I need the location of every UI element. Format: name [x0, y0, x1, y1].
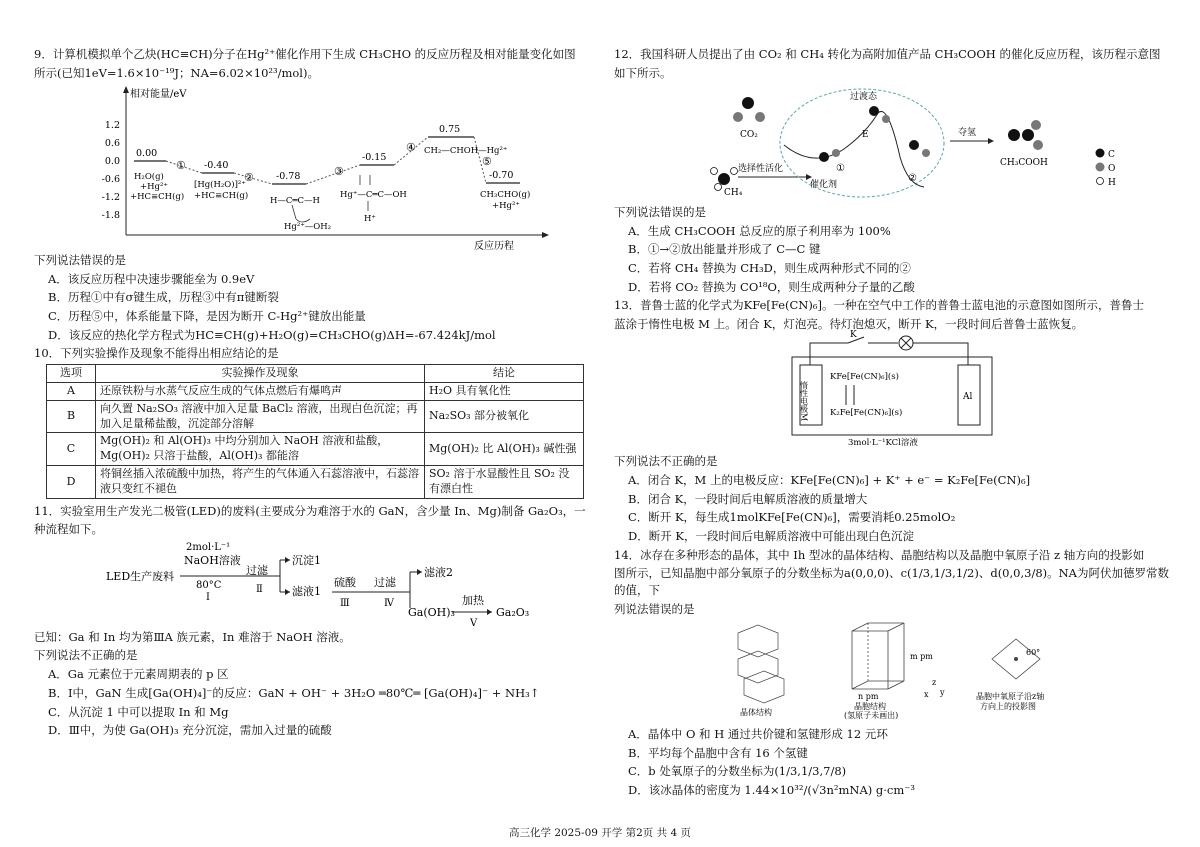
mol-atom-4 [882, 115, 890, 123]
value-1: -0.40 [204, 160, 229, 172]
q11-option-d: D．Ⅲ中，为使 Ga(OH)₃ 充分沉淀，需加入过量的硫酸 [48, 723, 332, 738]
battery-svg [614, 329, 1174, 448]
electrode-al-label: Al [963, 391, 973, 402]
flow-step-5: Ⅴ [470, 618, 478, 630]
mol-atom-6 [922, 149, 930, 157]
flow-step-2: Ⅱ [256, 584, 263, 596]
q12-option-c: C．若将 CH₄ 替换为 CH₃D，则生成两种形式不同的② [628, 261, 911, 276]
q14-option-a: A．晶体中 O 和 H 通过共价键和氢键形成 12 元环 [628, 727, 888, 742]
row-option: A [47, 382, 96, 400]
legend-c: C [1108, 150, 1115, 161]
flow-filter-1: 过滤 [246, 564, 268, 578]
switch-label: K [850, 329, 857, 340]
q14-stem-line3: 列说法错误的是 [614, 601, 695, 616]
row-option: B [47, 400, 96, 433]
value-5: -0.70 [489, 170, 514, 182]
ch4-atom-h2 [731, 168, 738, 175]
q13-stem-line1: 13．普鲁士蓝的化学式为KFe[Fe(CN)₆]。一种在空气中工作的普鲁士蓝电池的示意图如图所示，普鲁士 [614, 298, 1144, 313]
q13-battery-figure [614, 329, 1174, 450]
mol-atom-2 [832, 149, 840, 157]
legend-c-dot [1096, 149, 1105, 158]
question-9 [34, 46, 589, 343]
species4b: H⁺ [364, 214, 376, 225]
flow-start: LED生产废料 [106, 570, 175, 584]
intermediate-2: ② [908, 173, 917, 185]
row-conclusion: Na₂SO₃ 部分被氧化 [425, 400, 584, 433]
legend-o-dot [1096, 163, 1105, 172]
step-3: ③ [334, 165, 344, 179]
row-operation: Mg(OH)₂ 和 Al(OH)₃ 中均分别加入 NaOH 溶液和盐酸，Mg(OH)₂ 只溶于盐酸，Al(OH)₃ 都能溶 [96, 433, 425, 466]
row-conclusion: Mg(OH)₂ 比 Al(OH)₃ 碱性强 [425, 433, 584, 466]
species2-a: [Hg(H₂O)]²⁺ [194, 180, 246, 191]
ts-label: 过渡态 [850, 92, 878, 103]
species1-b: +Hg²⁺ [140, 182, 168, 193]
q14-stem-line2: 图所示，已知晶胞中部分氧原子的分数坐标为a(0,0,0)、c(1/3,1/3,1/2)、d(0,0,3/8)。NA为阿伏加德罗常数的值，下 [614, 566, 1169, 598]
electrode-m-label: 惰性电极M [799, 380, 809, 421]
q11-ask: 下列说法不正确的是 [34, 648, 138, 663]
q11-stem-line2: 种流程如下。 [34, 522, 103, 537]
q9-energy-diagram [34, 83, 589, 253]
ea-label: E [862, 130, 869, 141]
q10-stem: 10．下列实验操作及现象不能得出相应结论的是 [34, 346, 279, 361]
q13-option-b: B．闭合 K，一段时间后电解质溶液的质量增大 [628, 491, 868, 506]
arrowhead-1 [285, 557, 290, 563]
ytick-0-0: 0.0 [104, 156, 120, 168]
ch4-atom-c [718, 173, 730, 185]
species3: H—C═C—H [270, 196, 320, 207]
mechanism-svg [614, 83, 1174, 199]
co2-label: CO₂ [740, 130, 758, 141]
page-footer: 高三化学 2025-09 开学 第2页 共 4 页 [508, 827, 692, 839]
energy-profile-svg [34, 83, 574, 253]
seize-h-label: 夺氢 [958, 128, 977, 139]
flow-precip-1: 沉淀1 [292, 554, 321, 568]
bond-sketch-1 [292, 205, 296, 219]
q12-ask: 下列说法错误的是 [614, 205, 706, 220]
value-2: -0.78 [276, 171, 301, 183]
flow-product: Ga₂O₃ [496, 606, 530, 620]
co2-atom-c [742, 97, 754, 109]
table-row [47, 466, 584, 499]
flow-acid: 硫酸 [334, 576, 356, 590]
q14-option-c: C．b 处氧原子的分数坐标为(1/3,1/3,7/8) [628, 764, 847, 779]
mol-atom-1 [819, 152, 829, 162]
ytick-0-6: 0.6 [104, 138, 120, 150]
q13-option-a: A．闭合 K，M 上的电极反应：KFe[Fe(CN)₆] + K⁺ + e⁻ = K₂Fe[Fe(CN)₆] [628, 473, 1031, 488]
q13-option-d: D．断开 K，一段时间后电解质溶液中可能出现白色沉淀 [628, 529, 914, 544]
state-bottom: K₂Fe[Fe(CN)₆](s) [830, 407, 903, 418]
question-13 [614, 297, 1174, 544]
arrowhead-4 [487, 609, 492, 615]
flow-filtrate-1: 滤液1 [292, 585, 321, 599]
q9-option-d: D．该反应的热化学方程式为HC≡CH(g)+H₂O(g)=CH₃CHO(g)ΔH=-67.424kJ/mol [48, 327, 496, 342]
caption-projection-1: 晶胞中氧原子沿z轴 [976, 692, 1045, 702]
solution-label: 3mol·L⁻¹KCl溶液 [848, 437, 918, 448]
q9-stem-line2: 所示(已知1eV=1.6×10⁻¹⁹J；NA=6.02×10²³/mol)。 [34, 65, 319, 80]
arrowhead-3 [417, 569, 422, 575]
q14-option-b: B．平均每个晶胞中含有 16 个氢键 [628, 745, 808, 760]
q9-option-a: A．该反应历程中决速步骤能垒为 0.9eV [48, 271, 255, 286]
question-14 [614, 547, 1174, 799]
flow-step-3: Ⅲ [340, 598, 350, 610]
left-column [34, 46, 589, 741]
step-4: ④ [406, 141, 416, 155]
question-11 [34, 503, 589, 739]
x-axis-label: 反应历程 [474, 241, 514, 253]
step-1: ① [176, 159, 186, 173]
row-operation: 向久置 Na₂SO₃ 溶液中加入足量 BaCl₂ 溶液，出现白色沉淀；再加入足量稀盐酸，沉淀部分溶解 [96, 400, 425, 433]
prod-atom-c2 [1022, 129, 1034, 141]
species1-c: +HC≡CH(g) [130, 192, 185, 203]
q12-option-b: B．①→②放出能量并形成了 C—C 键 [628, 242, 821, 257]
flow-gaoh3: Ga(OH)₃ [408, 606, 455, 620]
q11-option-a: A．Ga 元素位于元素周期表的 p 区 [48, 667, 229, 682]
seize-arrowhead [988, 138, 994, 144]
q13-stem-line2: 蓝涂于惰性电极 M 上。闭合 K，灯泡亮。待灯泡熄灭，断开 K，一段时间后普鲁士蓝恢复。 [614, 317, 1084, 332]
species4: Hg⁺—C═C—OH [340, 190, 407, 201]
intermediate-1: ① [836, 163, 845, 175]
reaction-zone-ellipse [780, 89, 944, 197]
prod-atom-o2 [1033, 140, 1043, 150]
prod-atom-o1 [1031, 120, 1041, 130]
crystal-structure [738, 625, 784, 703]
q11-option-b: B．Ⅰ中，GaN 生成[Ga(OH)₄]⁻的反应：GaN + OH⁻ + 3H₂O ═80℃═ [Ga(OH)₄]⁻ + NH₃↑ [48, 685, 540, 700]
table-row [47, 433, 584, 466]
q13-option-c: C．断开 K，每生成1molKFe[Fe(CN)₆]，需要消耗0.25molO₂ [628, 510, 956, 525]
q11-flowchart [34, 540, 589, 630]
hex-ring-3 [744, 671, 784, 703]
ytick-neg1-2: -1.2 [101, 192, 120, 204]
q9-option-b: B．历程①中有σ键生成，历程③中有π键断裂 [48, 290, 279, 305]
q12-stem-line2: 如下所示。 [614, 65, 672, 80]
ytick-neg1-8: -1.8 [101, 210, 120, 222]
ytick-neg0-6: -0.6 [101, 174, 120, 186]
q14-stem-line1: 14．冰存在多种形态的晶体，其中 Ih 型冰的晶体结构、晶胞结构以及晶胞中氧原子沿 z 轴方向的投影如 [614, 547, 1145, 562]
q13-ask: 下列说法不正确的是 [614, 454, 718, 469]
label-n-pm: n pm [858, 692, 879, 702]
axis-z: z [932, 678, 937, 688]
cell-bottom [852, 681, 904, 689]
crystal-svg [614, 619, 1174, 721]
table-row [47, 400, 584, 433]
flow-reagent-naoh: NaOH溶液 [184, 554, 241, 568]
species1-a: H₂O(g) [134, 172, 164, 183]
angle-label: 60° [1026, 648, 1041, 658]
flowchart-svg [34, 540, 574, 630]
label-m-pm: m pm [910, 652, 933, 662]
arrowhead-2 [285, 589, 290, 595]
row-operation: 将铜丝插入浓硫酸中加热，将产生的气体通入石蕊溶液中，石蕊溶液只变红不褪色 [96, 466, 425, 499]
q12-option-a: A．生成 CH₃COOH 总反应的原子利用率为 100% [628, 223, 891, 238]
q11-known: 已知：Ga 和 In 均为第ⅢA 族元素，In 难溶于 NaOH 溶液。 [34, 629, 351, 644]
caption-cell-note: (氢原子未画出) [844, 711, 899, 721]
row-conclusion: SO₂ 溶于水显酸性且 SO₂ 没有漂白性 [425, 466, 584, 499]
projection-center [1014, 657, 1018, 661]
question-12 [614, 46, 1174, 295]
value-4: 0.75 [439, 124, 461, 136]
flow-step-1: Ⅰ [206, 592, 210, 604]
caption-projection-2: 方向上的投影图 [980, 702, 1036, 712]
hex-ring-2 [738, 651, 778, 683]
col-conclusion: 结论 [425, 365, 584, 383]
value-3: -0.15 [362, 152, 387, 164]
q14-option-d: D．该冰晶体的密度为 1.44×10³²/(√3n²mNA) g·cm⁻³ [628, 783, 915, 798]
species2-b: +HC≡CH(g) [194, 191, 249, 202]
flow-reagent-conc: 2mol·L⁻¹ [186, 542, 231, 554]
hex-ring-1 [738, 625, 778, 657]
flow-step-4: Ⅳ [384, 598, 394, 610]
x-axis-arrow [542, 232, 549, 238]
q12-mechanism-figure [614, 83, 1174, 200]
energy-curve [784, 112, 924, 191]
prod-atom-c1 [1008, 129, 1020, 141]
state-top: KFe[Fe(CN)₆](s) [830, 371, 899, 382]
q11-option-c: C．从沉淀 1 中可以提取 In 和 Mg [48, 704, 229, 719]
ch4-atom-h1 [711, 168, 718, 175]
q9-option-c: C．历程⑤中，体系能量下降，是因为断开 C-Hg²⁺键放出能量 [48, 309, 366, 324]
row-option: C [47, 433, 96, 466]
cell-top [852, 623, 904, 631]
flow-filter-2: 过滤 [374, 576, 396, 590]
col-option: 选项 [47, 365, 96, 383]
y-axis-arrow [123, 86, 129, 93]
axis-y: y [940, 688, 945, 698]
connector-3 [306, 165, 360, 184]
question-10 [34, 345, 589, 498]
value-0: 0.00 [136, 148, 158, 160]
flow-heat: 加热 [462, 594, 484, 608]
select-activate-label: 选择性活化 [738, 164, 784, 175]
step-2: ② [244, 171, 254, 185]
flow-temp: 80°C [196, 580, 222, 592]
legend-o: O [1108, 164, 1116, 175]
row-conclusion: H₂O 具有氧化性 [425, 382, 584, 400]
q9-stem-line1: 9．计算机模拟单个乙炔(HC≡CH)分子在Hg²⁺催化作用下生成 CH₃CHO 的反应历程及相对能量变化如图 [34, 47, 576, 61]
ch4-label: CH₄ [724, 188, 743, 199]
right-column [614, 46, 1174, 801]
q12-stem-line1: 12．我国科研人员提出了由 CO₂ 和 CH₄ 转化为高附加值产品 CH₃COOH 的催化反应历程，该历程示意图 [614, 47, 1161, 61]
caption-cell: 晶胞结构 [854, 702, 886, 712]
unit-cell [852, 623, 904, 689]
flow-filtrate-2: 滤液2 [424, 566, 453, 580]
catalyst-label: 催化剂 [810, 180, 838, 191]
col-operation: 实验操作及现象 [96, 365, 425, 383]
ytick-1-2: 1.2 [104, 120, 120, 132]
species3b: Hg²⁺—OH₂ [284, 222, 332, 233]
ch4-atom-h3 [715, 184, 722, 191]
species6-b: +Hg²⁺ [492, 201, 520, 212]
co2-atom-o1 [733, 112, 743, 122]
legend-h-dot [1097, 178, 1104, 185]
q10-header-row [47, 365, 584, 383]
row-operation: 还原铁粉与水蒸气反应生成的气体点燃后有爆鸣声 [96, 382, 425, 400]
q9-ask: 下列说法错误的是 [34, 253, 126, 268]
table-row [47, 382, 584, 400]
y-axis-label: 相对能量/eV [130, 89, 187, 101]
caption-structure: 晶体结构 [740, 708, 772, 718]
step-5: ⑤ [482, 155, 492, 169]
product-label: CH₃COOH [1000, 158, 1048, 169]
co2-atom-o2 [755, 112, 765, 122]
axis-x: x [924, 690, 929, 700]
row-option: D [47, 466, 96, 499]
mol-atom-5 [909, 140, 919, 150]
legend-h: H [1108, 178, 1116, 189]
species6-a: CH₃CHO(g) [480, 190, 531, 201]
q11-stem-line1: 11．实验室用生产发光二极管(LED)的废料(主要成分为难溶于水的 GaN，含少量 In、Mg)制备 Ga₂O₃，一 [34, 503, 586, 518]
q10-table [46, 364, 584, 499]
q14-crystal-figure [614, 619, 1174, 722]
q12-option-d: D．若将 CO₂ 替换为 CO¹⁸O，则生成两种分子量的乙酸 [628, 279, 915, 294]
mol-atom-3 [869, 106, 879, 116]
species5: CH₂—CHOH—Hg²⁺ [424, 146, 508, 157]
